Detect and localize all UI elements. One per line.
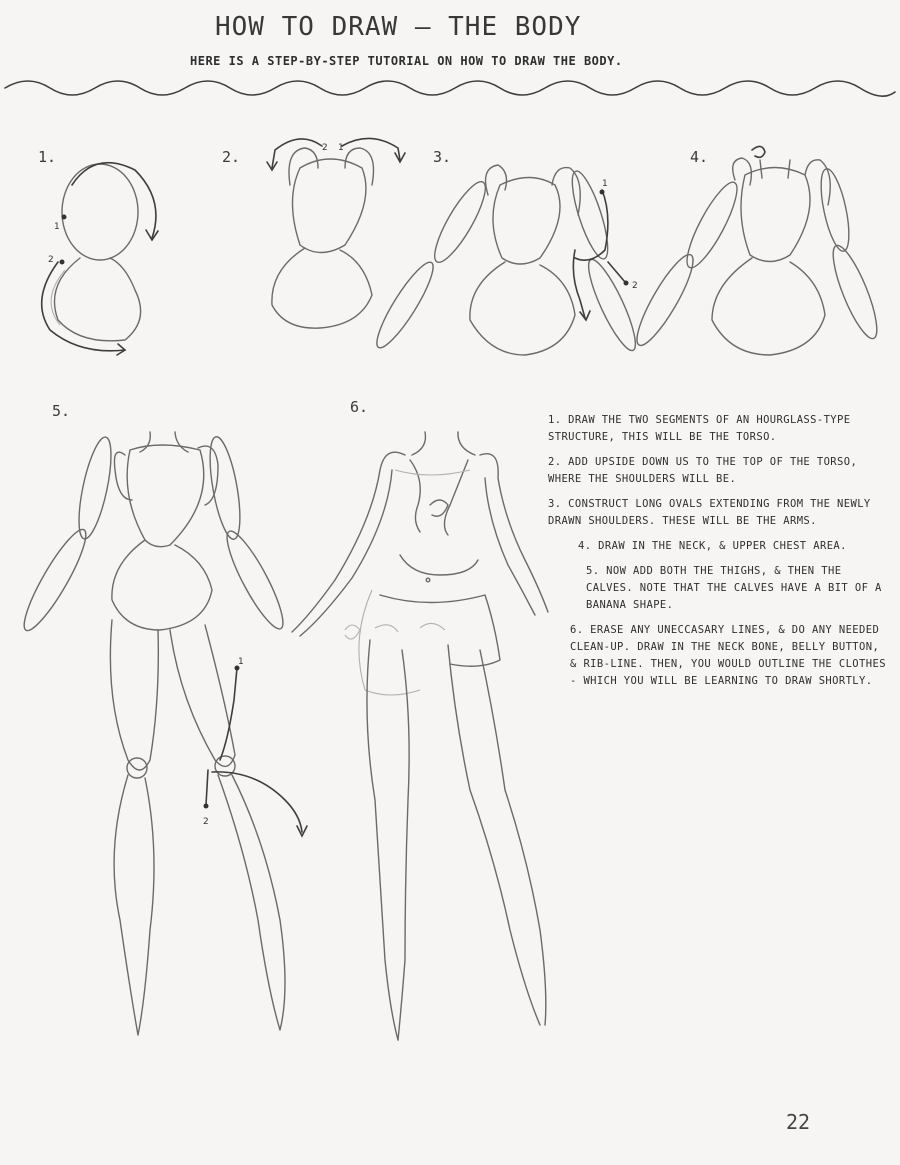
instruction-3: 3. CONSTRUCT LONG OVALS EXTENDING FROM THE NEWLY DRAWN SHOULDERS. THESE WILL BE THE ARMS.: [548, 498, 871, 527]
instruction-1: 1. DRAW THE TWO SEGMENTS OF AN HOURGLASS-TYPE STRUCTURE, THIS WILL BE THE TORSO.: [548, 414, 851, 443]
instruction-5: 5. NOW ADD BOTH THE THIGHS, & THEN THE CALVES. NOTE THAT THE CALVES HAVE A BIT OF A BANANA SHAPE.: [586, 565, 882, 611]
step-number-6: 6.: [350, 398, 369, 416]
step-number-2: 2.: [222, 148, 241, 166]
instructions-list: [548, 412, 888, 698]
arrow-label-1b: 1: [338, 143, 344, 153]
arrow-label-2b: 2: [322, 143, 328, 153]
instruction-2: 2. ADD UPSIDE DOWN US TO THE TOP OF THE TORSO, WHERE THE SHOULDERS WILL BE.: [548, 456, 858, 485]
page-title: HOW TO DRAW — THE BODY: [215, 12, 582, 42]
page-number: 22: [786, 1110, 811, 1134]
sketch-step-3-arms: [369, 165, 643, 355]
sketch-step-1-hourglass: [42, 163, 158, 355]
step-number-4: 4.: [690, 148, 709, 166]
step-number-5: 5.: [52, 402, 71, 420]
instruction-6: 6. ERASE ANY UNECCASARY LINES, & DO ANY NEEDED CLEAN-UP. DRAW IN THE NECK BONE, BELLY BUTTON, & RIB-LINE. THEN, YOU WOULD OUTLINE THE CLOTHES - WHICH YOU WILL BE LEARNING TO DRAW SHORTLY.: [570, 624, 886, 687]
arrow-label-1c: 1: [602, 179, 608, 189]
page-subtitle: HERE IS A STEP-BY-STEP TUTORIAL ON HOW TO DRAW THE BODY.: [190, 54, 623, 68]
step-number-3: 3.: [433, 148, 452, 166]
arrow-label-2: 2: [48, 255, 54, 265]
sketch-step-5-legs: [16, 432, 307, 1035]
step-number-1: 1.: [38, 148, 57, 166]
arrow-label-1d: 1: [238, 657, 244, 667]
sketch-step-6-clean: [292, 432, 548, 1040]
sketch-step-2-shoulders: [267, 138, 405, 328]
arrow-label-1: 1: [54, 222, 60, 232]
arrow-label-2c: 2: [632, 281, 638, 291]
arrow-label-2d: 2: [203, 817, 209, 827]
instruction-4: 4. DRAW IN THE NECK, & UPPER CHEST AREA.: [578, 540, 847, 552]
sketch-step-4-neck: [629, 146, 885, 355]
